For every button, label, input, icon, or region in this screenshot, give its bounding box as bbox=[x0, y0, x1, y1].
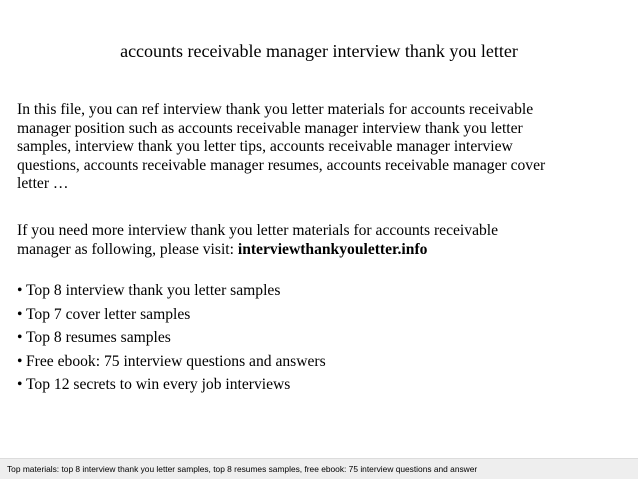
intro-line: In this file, you can ref interview thank you letter materials for accounts receivable bbox=[17, 101, 534, 118]
list-item-label: Top 8 resumes samples bbox=[26, 329, 171, 346]
bullet-icon: • bbox=[17, 282, 23, 299]
intro-line: manager position such as accounts receivable manager interview thank you letter bbox=[17, 119, 523, 137]
footer-text: Top materials: top 8 interview thank you letter samples, top 8 resumes samples, free ebook: 75 interview questions and answer bbox=[7, 464, 478, 474]
list-item-label: Top 12 secrets to win every job interviews bbox=[26, 376, 291, 393]
list-item-label: Top 8 interview thank you letter samples bbox=[26, 282, 281, 299]
page-title: accounts receivable manager interview thank you letter bbox=[120, 41, 518, 61]
bullet-icon: • bbox=[17, 329, 23, 346]
list-item bbox=[17, 350, 326, 374]
footer-bar bbox=[0, 458, 638, 479]
list-item bbox=[17, 303, 326, 327]
bullet-icon: • bbox=[17, 352, 23, 370]
materials-list bbox=[17, 279, 326, 397]
list-item bbox=[17, 326, 326, 350]
intro-line: questions, accounts receivable manager resumes, accounts receivable manager cover bbox=[17, 156, 546, 174]
intro-line: samples, interview thank you letter tips, accounts receivable manager interview bbox=[17, 138, 513, 155]
more-info-line-with-link bbox=[17, 241, 629, 260]
list-item bbox=[17, 279, 326, 303]
more-info-prefix: manager as following, please visit: bbox=[17, 240, 238, 258]
list-item-label: Top 7 cover letter samples bbox=[26, 305, 191, 323]
more-info-paragraph bbox=[17, 222, 629, 259]
bullet-icon: • bbox=[17, 376, 23, 393]
intro-line: letter … bbox=[17, 175, 69, 192]
intro-paragraph bbox=[17, 101, 629, 194]
website-link[interactable]: interviewthankyouletter.info bbox=[237, 240, 428, 258]
bullet-icon: • bbox=[17, 305, 23, 323]
list-item bbox=[17, 373, 326, 397]
more-info-line: If you need more interview thank you letter materials for accounts receivable bbox=[17, 222, 499, 239]
list-item-label: Free ebook: 75 interview questions and answers bbox=[26, 352, 326, 370]
